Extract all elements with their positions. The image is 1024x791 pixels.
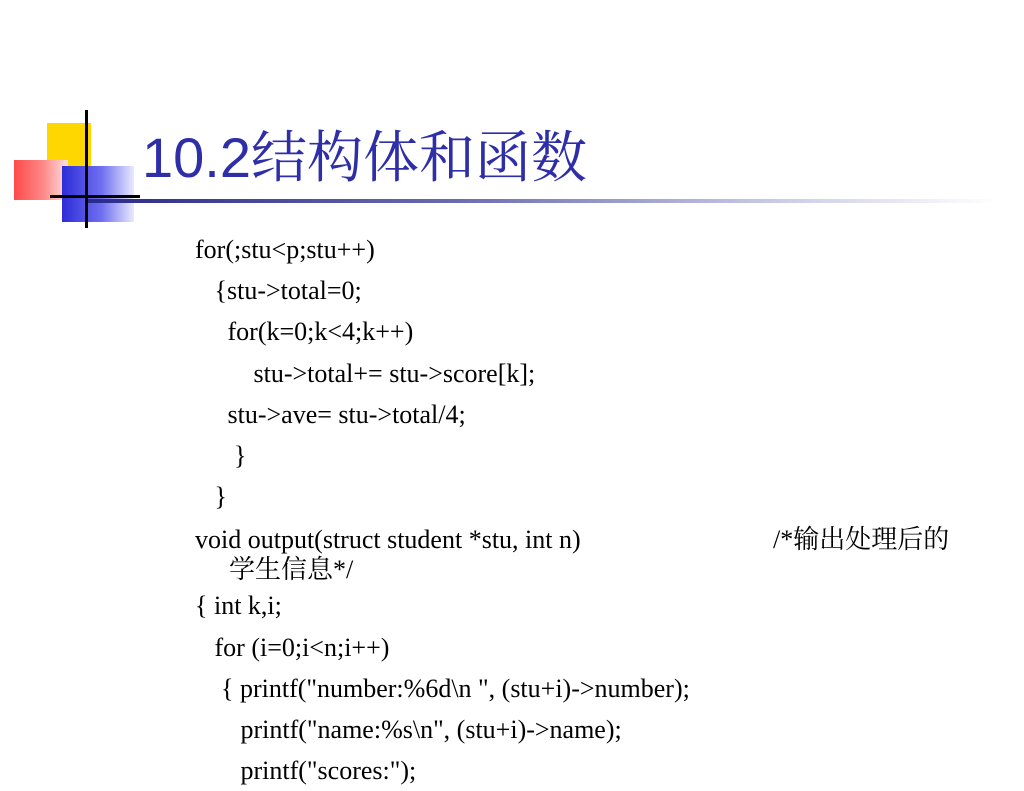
code-comment-continuation: 学生信息*/ xyxy=(229,555,354,585)
code-line: stu->ave= stu->total/4; xyxy=(195,399,466,429)
title-underline xyxy=(88,199,998,203)
code-line: for(k=0;k<4;k++) xyxy=(195,317,414,347)
logo-horizontal-line xyxy=(50,195,140,198)
code-line: for(;stu<p;stu++) xyxy=(195,235,375,264)
code-line: } xyxy=(195,482,227,512)
function-declaration-line xyxy=(195,517,1015,585)
logo-red-bar xyxy=(14,160,68,200)
logo-vertical-line xyxy=(85,110,88,228)
code-line: stu->total+= stu->score[k]; xyxy=(195,358,536,388)
code-comment-start: /*输出处理后的 xyxy=(773,525,950,555)
code-line: { int k,i; xyxy=(195,591,282,621)
code-line: } xyxy=(195,440,247,470)
logo-blue-square xyxy=(62,166,134,222)
code-line: printf("scores:"); xyxy=(195,756,417,786)
code-line: printf("name:%s\n", (stu+i)->name); xyxy=(195,714,622,744)
code-line: for (i=0;i<n;i++) xyxy=(195,632,390,662)
code-block xyxy=(195,229,1015,791)
code-line: { printf("number:%6d\n ", (stu+i)->number); xyxy=(195,673,690,703)
code-line: {stu->total=0; xyxy=(195,276,362,306)
function-signature: void output(struct student *stu, int n) xyxy=(195,525,581,555)
slide-title: 10.2结构体和函数 xyxy=(142,126,587,189)
